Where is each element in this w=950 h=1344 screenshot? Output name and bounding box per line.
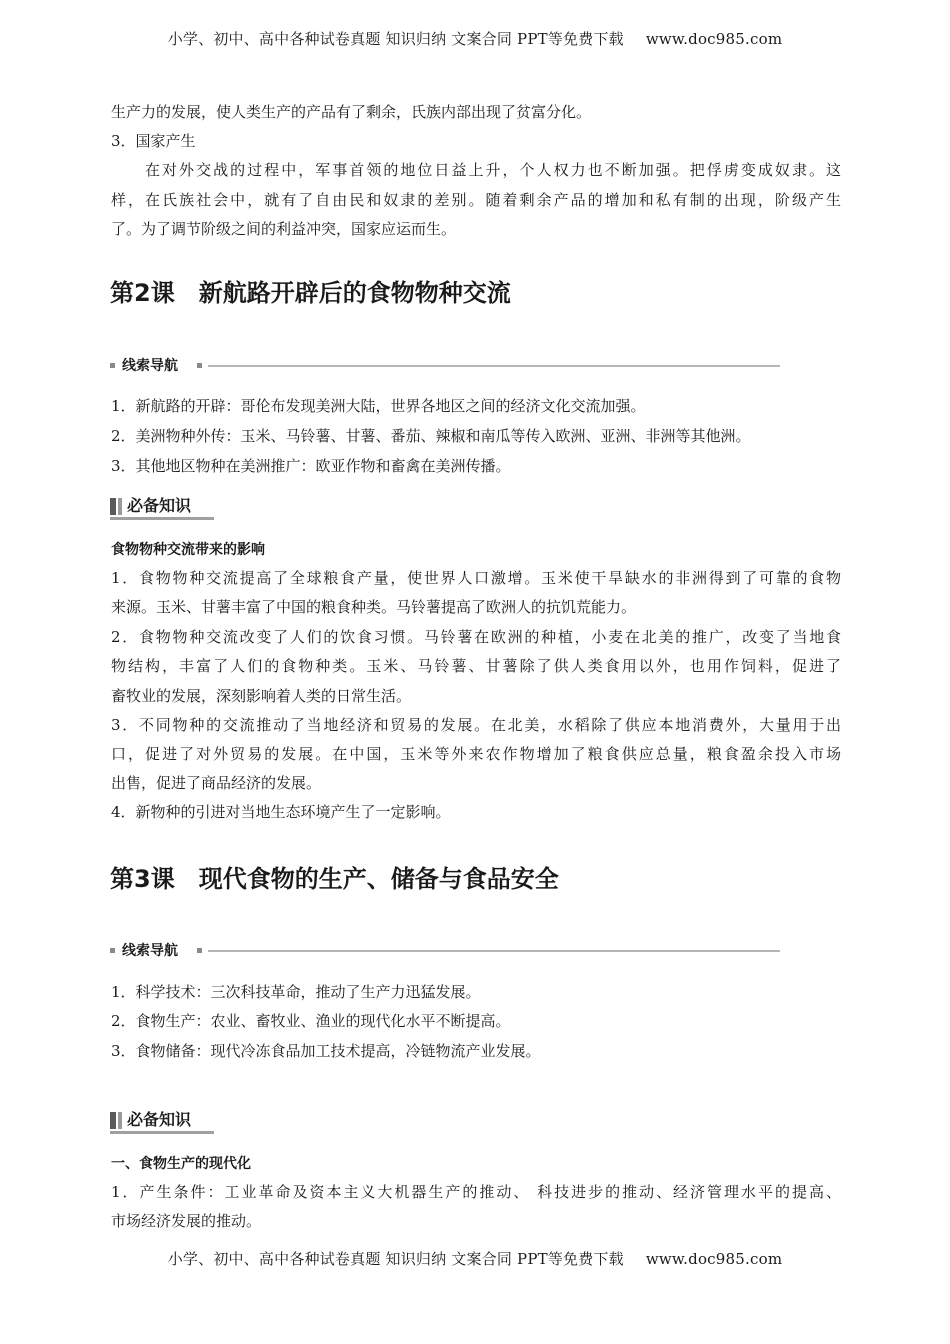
lesson3-subhead: 一、食物生产的现代化 xyxy=(111,1156,251,1172)
divider-rule xyxy=(208,950,780,952)
bullet-square-icon xyxy=(197,363,202,368)
lesson2-body-line: 口，促进了对外贸易的发展。在中国，玉米等外来农作物增加了粮食供应总量，粮食盈余投入市场 xyxy=(111,745,841,763)
lesson2-body-line: 来源。玉米、甘薯丰富了中国的粮食种类。马铃薯提高了欧洲人的抗饥荒能力。 xyxy=(111,598,637,616)
lesson2-title: 新航路开辟后的食物物种交流 xyxy=(198,279,511,307)
lesson3-number: 第3课 xyxy=(110,865,175,893)
intro-line-1: 生产力的发展，使人类生产的产品有了剩余，氏族内部出现了贫富分化。 xyxy=(111,103,592,121)
lesson3-nav-item: 1．科学技术：三次科技革命，推动了生产力迅猛发展。 xyxy=(111,983,481,1001)
lesson2-body-line: 物结构，丰富了人们的食物种类。玉米、马铃薯、甘薯除了供人类食用以外，也用作饲料，促进了 xyxy=(111,657,841,675)
section-bar-icon xyxy=(110,1112,116,1129)
section-bar-icon xyxy=(110,498,116,515)
lesson2-body-line: 2．食物物种交流改变了人们的饮食习惯。马铃薯在欧洲的种植，小麦在北美的推广，改变了当地食 xyxy=(111,628,841,646)
section-underline xyxy=(110,517,214,520)
section-bar-icon xyxy=(118,498,122,515)
knowledge-label: 必备知识 xyxy=(127,496,192,515)
lesson2-body-line: 出售，促进了商品经济的发展。 xyxy=(111,774,322,792)
lesson3-title: 现代食物的生产、储备与食品安全 xyxy=(198,865,559,893)
lesson3-body-line: 1．产生条件：工业革命及资本主义大机器生产的推动、 科技进步的推动、经济管理水平的提高、 xyxy=(111,1183,841,1201)
lesson2-nav-item: 3．其他地区物种在美洲推广：欧亚作物和畜禽在美洲传播。 xyxy=(111,457,511,475)
lesson2-number: 第2课 xyxy=(110,279,175,307)
intro-item3-title: 3．国家产生 xyxy=(111,132,196,150)
lesson2-nav-header xyxy=(110,356,780,376)
lesson3-knowledge-header xyxy=(110,1109,214,1135)
lesson3-body-line: 市场经济发展的推动。 xyxy=(111,1212,262,1230)
bullet-square-icon xyxy=(197,948,202,953)
lesson3-nav-header xyxy=(110,941,780,961)
lesson2-body-line: 畜牧业的发展，深刻影响着人类的日常生活。 xyxy=(111,687,412,705)
page-header xyxy=(0,28,950,49)
lesson3-heading xyxy=(110,864,559,894)
footer-site: www.doc985.com xyxy=(645,1250,783,1268)
lesson2-body-line: 4．新物种的引进对当地生态环境产生了一定影响。 xyxy=(111,803,451,821)
bullet-square-icon xyxy=(110,948,115,953)
header-site: www.doc985.com xyxy=(645,30,783,48)
intro-para-line: 了。为了调节阶级之间的利益冲突，国家应运而生。 xyxy=(111,220,457,238)
lesson2-nav-item: 1．新航路的开辟：哥伦布发现美洲大陆，世界各地区之间的经济文化交流加强。 xyxy=(111,397,646,415)
divider-rule xyxy=(208,365,780,367)
section-bar-icon xyxy=(118,1112,122,1129)
nav-label: 线索导航 xyxy=(122,943,178,959)
lesson2-knowledge-header xyxy=(110,495,214,521)
lesson2-nav-item: 2．美洲物种外传：玉米、马铃薯、甘薯、番茄、辣椒和南瓜等传入欧洲、亚洲、非洲等其他洲。 xyxy=(111,427,751,445)
knowledge-label: 必备知识 xyxy=(127,1110,192,1129)
lesson2-subhead: 食物物种交流带来的影响 xyxy=(111,542,265,558)
footer-text: 小学、初中、高中各种试卷真题 知识归纳 文案合同 PPT等免费下载 xyxy=(167,1250,624,1268)
header-text: 小学、初中、高中各种试卷真题 知识归纳 文案合同 PPT等免费下载 xyxy=(167,30,624,48)
section-underline xyxy=(110,1131,214,1134)
lesson3-nav-item: 3．食物储备：现代冷冻食品加工技术提高，冷链物流产业发展。 xyxy=(111,1042,541,1060)
lesson2-body-line: 3．不同物种的交流推动了当地经济和贸易的发展。在北美，水稻除了供应本地消费外，大量用于出 xyxy=(111,716,841,734)
nav-label: 线索导航 xyxy=(122,358,178,374)
lesson2-body-line: 1．食物物种交流提高了全球粮食产量，使世界人口激增。玉米使干旱缺水的非洲得到了可靠的食物 xyxy=(111,569,841,587)
lesson3-nav-item: 2．食物生产：农业、畜牧业、渔业的现代化水平不断提高。 xyxy=(111,1012,511,1030)
intro-para-line: 在对外交战的过程中，军事首领的地位日益上升，个人权力也不断加强。把俘虏变成奴隶。这 xyxy=(145,161,841,179)
intro-para-line: 样，在氏族社会中，就有了自由民和奴隶的差别。随着剩余产品的增加和私有制的出现，阶级产生 xyxy=(111,191,841,209)
page-footer xyxy=(0,1248,950,1269)
lesson2-heading xyxy=(110,278,511,308)
bullet-square-icon xyxy=(110,363,115,368)
